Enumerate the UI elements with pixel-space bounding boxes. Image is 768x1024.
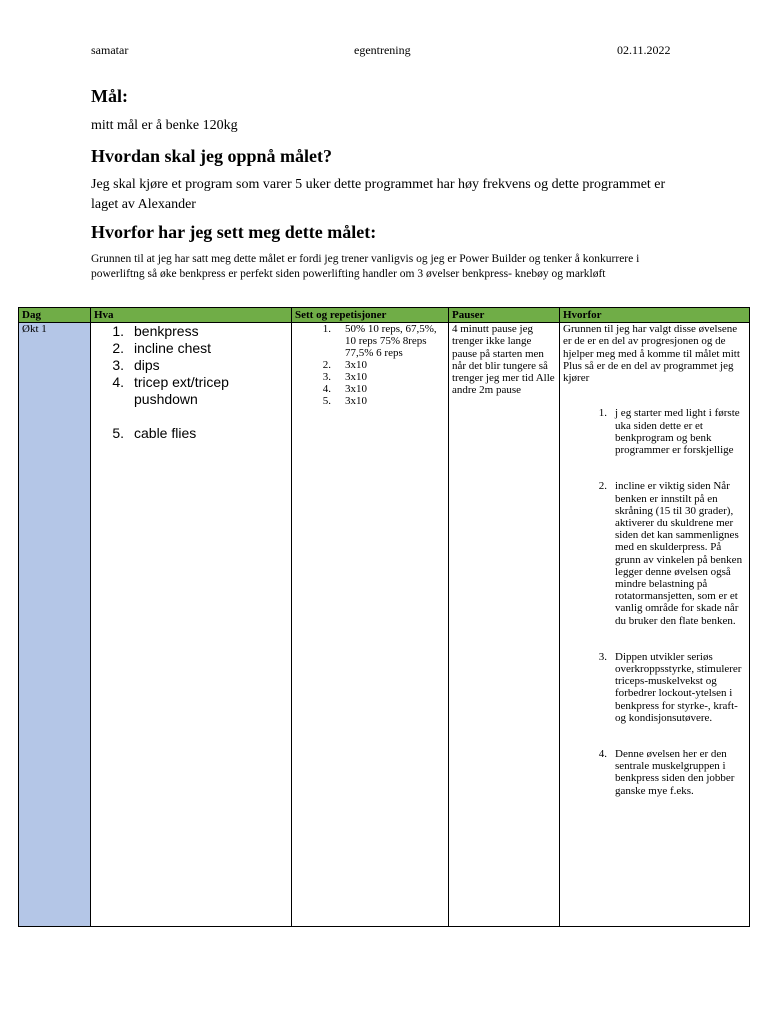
hvorfor-cell bbox=[560, 323, 750, 927]
header-author: samatar bbox=[91, 43, 129, 57]
why-heading: Hvorfor har jeg sett meg dette målet: bbox=[91, 222, 377, 242]
list-item: 1. 50% 10 reps, 67,5%, 10 reps 75% 8reps 77,5% 6 reps bbox=[322, 323, 437, 359]
why-list bbox=[563, 407, 746, 796]
pause-text: 4 minutt pause jeg trenger ikke lange pause på starten men når det blir tungere så trenger jeg mer tid Alle andre 2m pause bbox=[452, 323, 555, 397]
list-item: 2. incline chest bbox=[112, 340, 212, 356]
pauser-cell bbox=[449, 323, 560, 927]
list-item: 4. 3x10 bbox=[322, 383, 367, 395]
list-item: 1. benkpress bbox=[112, 323, 199, 339]
hva-cell bbox=[91, 323, 292, 927]
list-item: 4. tricep ext/tricep pushdown bbox=[112, 374, 229, 407]
col-header-hva: Hva bbox=[91, 308, 292, 323]
header-date: 02.11.2022 bbox=[617, 43, 671, 57]
col-header-dag: Dag bbox=[19, 308, 91, 323]
sett-cell bbox=[292, 323, 449, 927]
list-item: 5. 3x10 bbox=[322, 395, 367, 407]
goal-heading: Mål: bbox=[91, 86, 128, 106]
col-header-pauser: Pauser bbox=[449, 308, 560, 323]
col-header-sett: Sett og repetisjoner bbox=[292, 308, 449, 323]
col-header-hvorfor: Hvorfor bbox=[560, 308, 750, 323]
why-intro-text: Grunnen til jeg har valgt disse øvelsene er de er en del av progresjonen og de hjelper meg med å komme til målet mitt Plus så er de en del av programmet jeg kjører bbox=[563, 323, 740, 385]
list-item: 2. 3x10 bbox=[322, 359, 367, 371]
list-item: 5. cable flies bbox=[112, 425, 197, 441]
list-item: 3. Dippen utvikler seriøs overkroppsstyrke, stimulerer triceps-muskelvekst og forbedrer lockout-ytelsen i benkpress for styrke-, kraft- og kondisjonsutøvere. bbox=[598, 650, 742, 724]
how-text: Jeg skal kjøre et program som varer 5 uker dette programmet har høy frekvens og dette programmet er laget av Alexander bbox=[91, 177, 666, 212]
sets-list bbox=[295, 323, 445, 407]
list-item: 4. Denne øvelsen her er den sentrale muskelgruppen i benkpress siden den jobber ganske mye f.eks. bbox=[598, 747, 735, 797]
training-table bbox=[18, 307, 750, 927]
exercise-list bbox=[94, 323, 288, 442]
goal-text: mitt mål er å benke 120kg bbox=[91, 118, 238, 133]
day-cell bbox=[19, 323, 91, 927]
day-label: Økt 1 bbox=[22, 323, 47, 335]
list-item: 2. incline er viktig siden Når benken er innstilt på en skråning (15 til 30 grader), aktiverer du skuldrene mer siden det kan sammenlignes med en skulderpress. På grunn av vinkelen på benken legger denne øvelsen også mindre belastning på rotatormansjetten, som er et vanlig område for skade når du bruker den flate benken. bbox=[598, 480, 743, 627]
list-item: 1. j eg starter med light i første uka siden dette er et benkprogram og benk programmer er forskjellige bbox=[598, 407, 740, 457]
list-item: 3. dips bbox=[112, 357, 160, 373]
why-text: Grunnen til at jeg har satt meg dette målet er fordi jeg trener vanligvis og jeg er Power Builder og tenker å konkurrere i powerliftng så øke benkpress er perfekt siden powerlifting handler om 3 øvelser benkpress- knebøy og markløft bbox=[91, 253, 640, 280]
how-heading: Hvordan skal jeg oppnå målet? bbox=[91, 146, 333, 166]
header-title: egentrening bbox=[354, 43, 411, 57]
list-item: 3. 3x10 bbox=[322, 371, 367, 383]
